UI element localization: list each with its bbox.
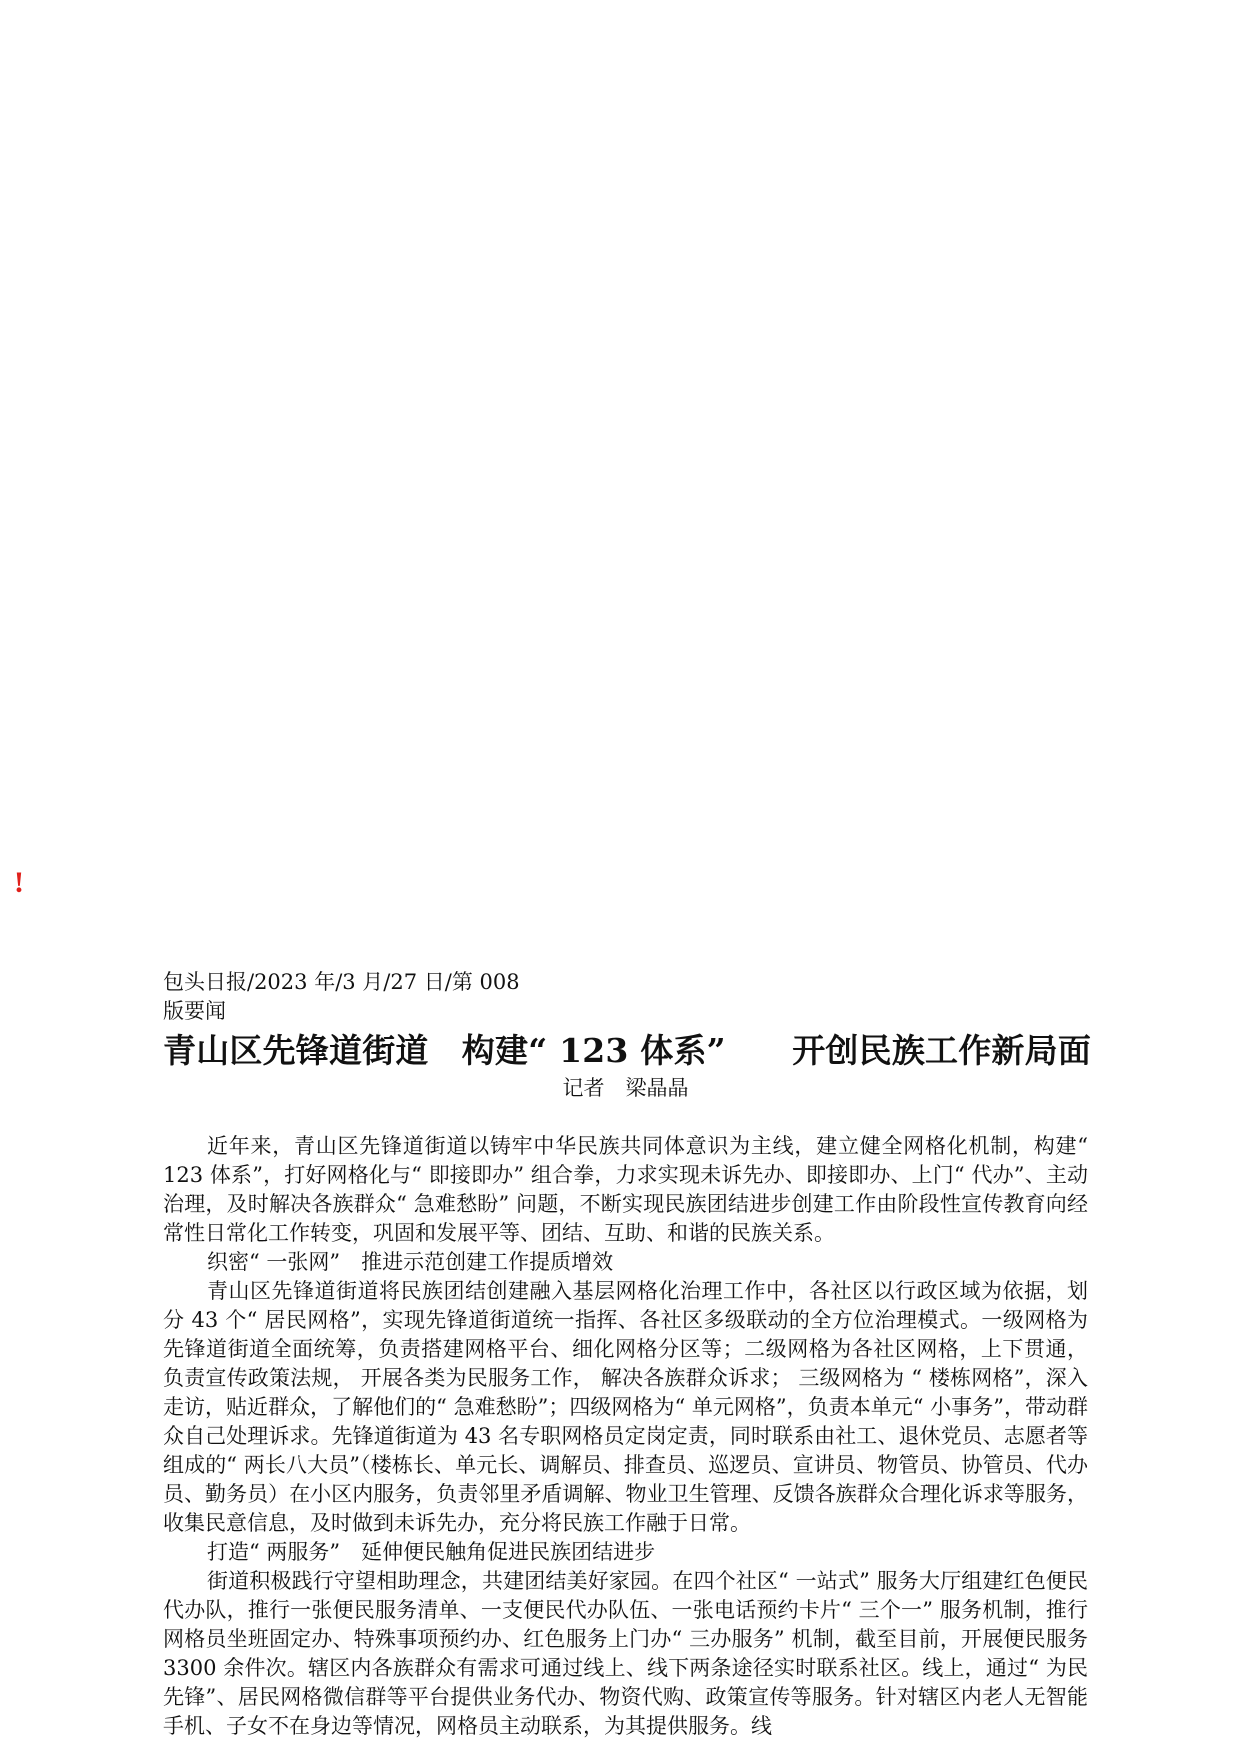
- paragraph-grid: 青山区先锋道街道将民族团结创建融入基层网格化治理工作中，各社区以行政区域为依据，划分 43 个“ 居民网格”，实现先锋道街道统一指挥、各社区多级联动的全方位治理模式。一级网格为先锋道街道全面统筹，负责搭建网格平台、细化网格分区等；二级网格为各社区网格，上下贯通， 负责宣传政策法规， 开展各类为民服务工作， 解决各族群众诉求； 三级网格为 “ 楼栋网格”，深入走访，贴近群众，了解他们的“ 急难愁盼”；四级网格为“ 单元网格”，负责本单元“ 小事务”，带动群众自己处理诉求。先锋道街道为 43 名专职网格员定岗定责，同时联系由社工、退休党员、志愿者等组成的“ 两长八大员”（楼栋长、单元长、调解员、排查员、巡逻员、宣讲员、物管员、协管员、代办员、勤务员）在小区内服务，负责邻里矛盾调解、物业卫生管理、反馈各族群众合理化诉求等服务，收集民意信息，及时做到未诉先办，充分将民族工作融于日常。: [163, 1279, 1088, 1535]
- article-body: [163, 1132, 1088, 1741]
- red-exclamation-mark: !: [14, 866, 24, 899]
- paragraph-intro: 近年来，青山区先锋道街道以铸牢中华民族共同体意识为主线，建立健全网格化机制，构建“ 123 体系”，打好网格化与“ 即接即办” 组合拳，力求实现未诉先办、即接即办、上门“ 代办”、主动治理，及时解决各族群众“ 急难愁盼” 问题，不断实现民族团结进步创建工作由阶段性宣传教育向经常性日常化工作转变，巩固和发展平等、团结、互助、和谐的民族关系。: [163, 1134, 1088, 1245]
- subheading-two-services: 打造“ 两服务” 延伸便民触角促进民族团结进步: [207, 1540, 656, 1564]
- headline: 青山区先锋道街道 构建“ 123 体系” 开创民族工作新局面: [163, 1031, 1092, 1070]
- byline: 记者 梁晶晶: [562, 1076, 689, 1100]
- subheading-one-net: 织密“ 一张网” 推进示范创建工作提质增效: [207, 1250, 614, 1274]
- news-article: [163, 968, 1092, 1741]
- paragraph-services: 街道积极践行守望相助理念，共建团结美好家园。在四个社区“ 一站式” 服务大厅组建红色便民代办队，推行一张便民服务清单、一支便民代办队伍、一张电话预约卡片“ 三个一” 服务机制，推行网格员坐班固定办、特殊事项预约办、红色服务上门办“ 三办服务” 机制，截至目前，开展便民服务 3300 余件次。辖区内各族群众有需求可通过线上、线下两条途径实时联系社区。线上，通过“ 为民先锋”、居民网格微信群等平台提供业务代办、物资代购、政策宣传等服务。针对辖区内老人无智能手机、子女不在身边等情况，网格员主动联系，为其提供服务。线: [163, 1569, 1088, 1738]
- dateline: 包头日报/2023 年/3 月/27 日/第 008 版要闻: [163, 970, 520, 1023]
